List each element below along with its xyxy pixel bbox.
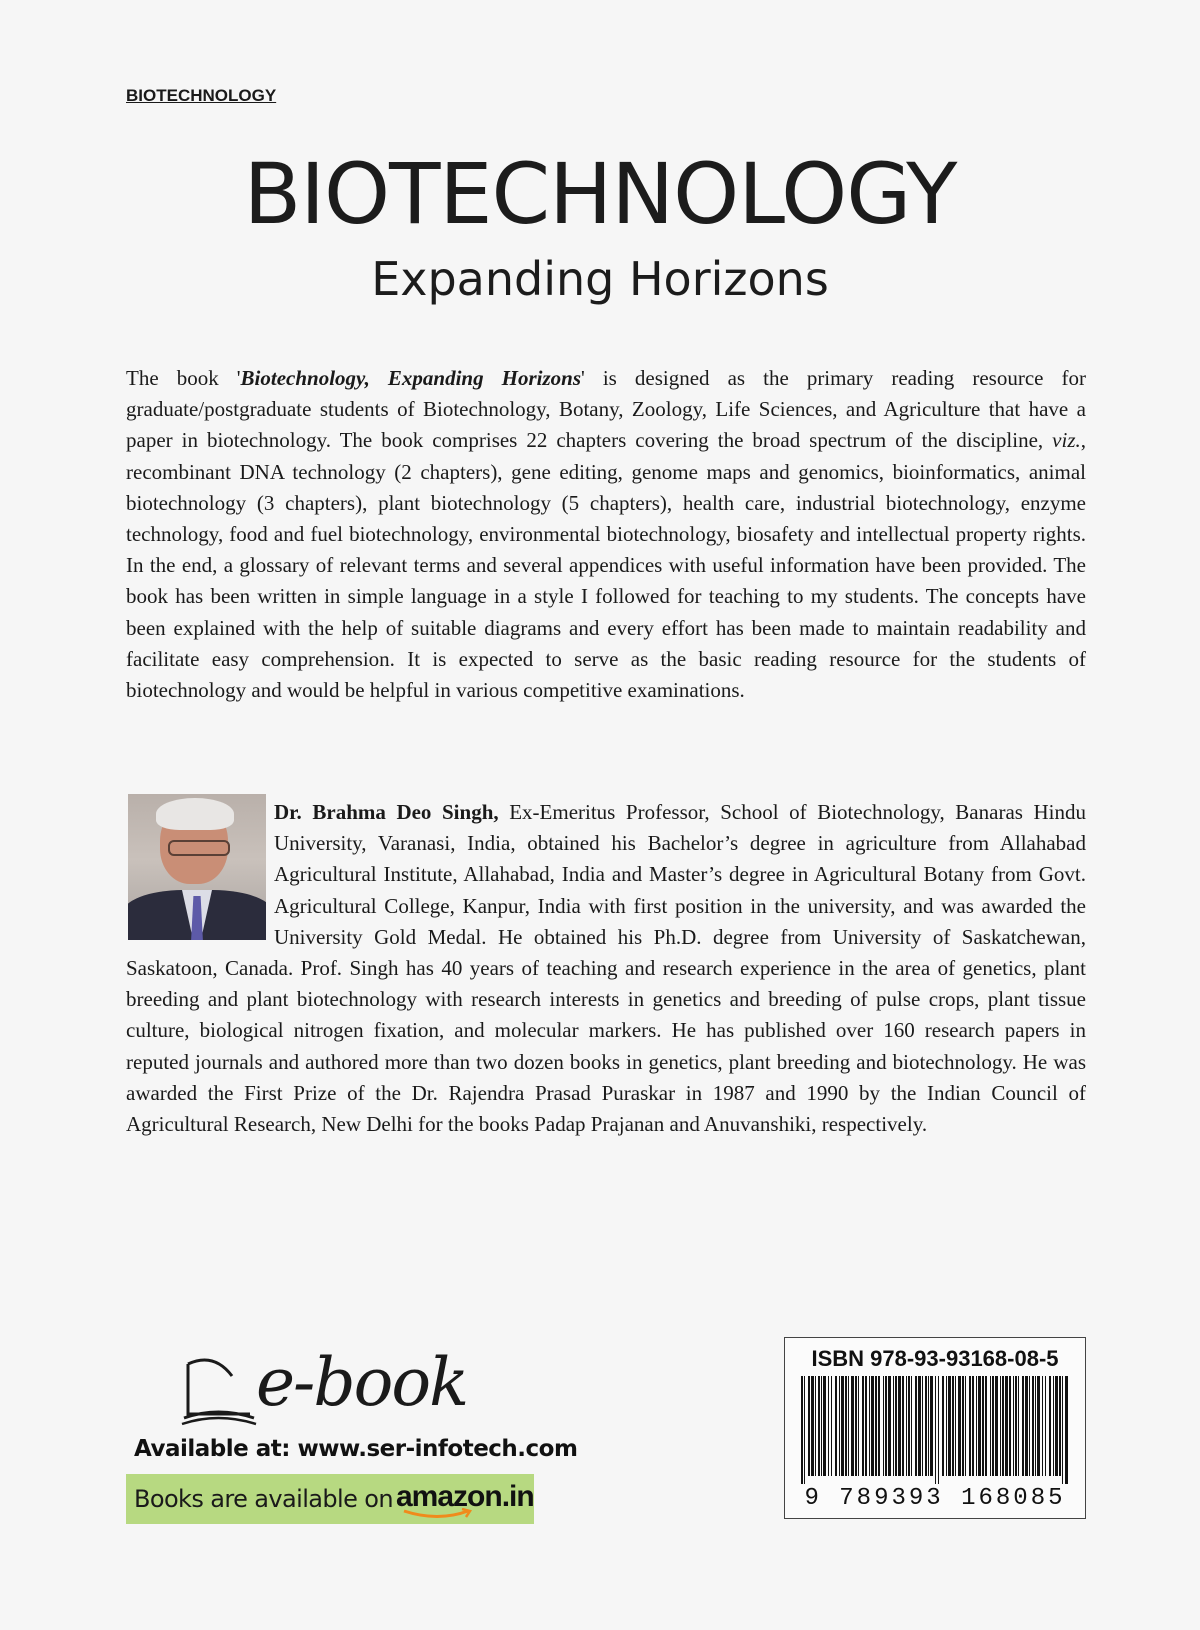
isbn-label: ISBN 978-93-93168-08-5 <box>811 1346 1059 1371</box>
author-bio-text: Ex-Emeritus Professor, School of Biotechnology, Banaras Hindu University, Varanasi, India, obtained his Bachelor’s degree in agriculture from Allahabad Agricultural Institute, Allahabad, India and Master’s degree in Agricultural Botany from Govt. Agricultural College, Kanpur, India with first position in the university, and was awarded the University Gold Medal. He obtained his Ph.D. degree from University of Saskatchewan, Saskatoon, Canada. Prof. Singh has 40 years of teaching and research experience in the area of genetics, plant breeding and plant biotechnology with research interests in genetics and breeding of pulse crops, plant tissue culture, biological nitrogen fixation, and molecular markers. He has published over 160 research papers in reputed journals and authored more than two dozen books in genetics, plant breeding and biotechnology. He was awarded the First Prize of the Dr. Rajendra Prasad Puraskar in 1987 and 1990 by the Indian Council of Agricultural Research, New Delhi for the books Padap Prajanan and Anuvanshiki, respectively. <box>126 800 1087 1137</box>
description-lead: The book ' <box>126 366 241 390</box>
amazon-banner-text: Books are available on <box>134 1485 393 1513</box>
available-at-text: Available at: www.ser-infotech.com <box>134 1436 578 1462</box>
amazon-brand: amazon.in <box>396 1480 534 1513</box>
book-title: BIOTECHNOLOGY <box>243 145 957 243</box>
author-bio <box>126 797 1086 1140</box>
description-part1: ' is designed as the primary reading resource for graduate/postgraduate students of Biotechnology, Botany, Zoology, Life Sciences, and Agriculture that have a paper in biotechnology. The book comprises 22 chapters covering the broad spectrum of the discipline, <box>126 366 1087 453</box>
amazon-smile-icon <box>402 1508 476 1520</box>
isbn-barcode-box <box>784 1337 1086 1519</box>
ebook-logo-text: e-book <box>256 1344 468 1421</box>
amazon-banner <box>126 1474 534 1524</box>
barcode-icon <box>797 1376 1073 1484</box>
author-name: Dr. Brahma Deo Singh, <box>274 800 499 824</box>
isbn-digits: 9 789393 168085 <box>804 1485 1066 1512</box>
book-description <box>126 363 1086 706</box>
description-part2: , recombinant DNA technology (2 chapters), gene editing, genome maps and genomics, bioinformatics, animal biotechnology (3 chapters), plant biotechnology (5 chapters), health care, industrial biotechnology, enzyme technology, food and fuel biotechnology, environmental biotechnology, biosafety and intellectual property rights. In the end, a glossary of relevant terms and several appendices with useful information have been provided. The book has been written in simple language in a style I followed for teaching to my students. The concepts have been explained with the help of suitable diagrams and every effort has been made to maintain readability and facilitate easy comprehension. It is expected to serve as the basic reading resource for the students of biotechnology and would be helpful in various competitive examinations. <box>126 428 1086 703</box>
description-book-title: Biotechnology, Expanding Horizons <box>240 366 581 390</box>
series-label: BIOTECHNOLOGY <box>126 86 277 105</box>
description-viz: viz. <box>1052 428 1081 453</box>
book-subtitle: Expanding Horizons <box>371 252 829 306</box>
